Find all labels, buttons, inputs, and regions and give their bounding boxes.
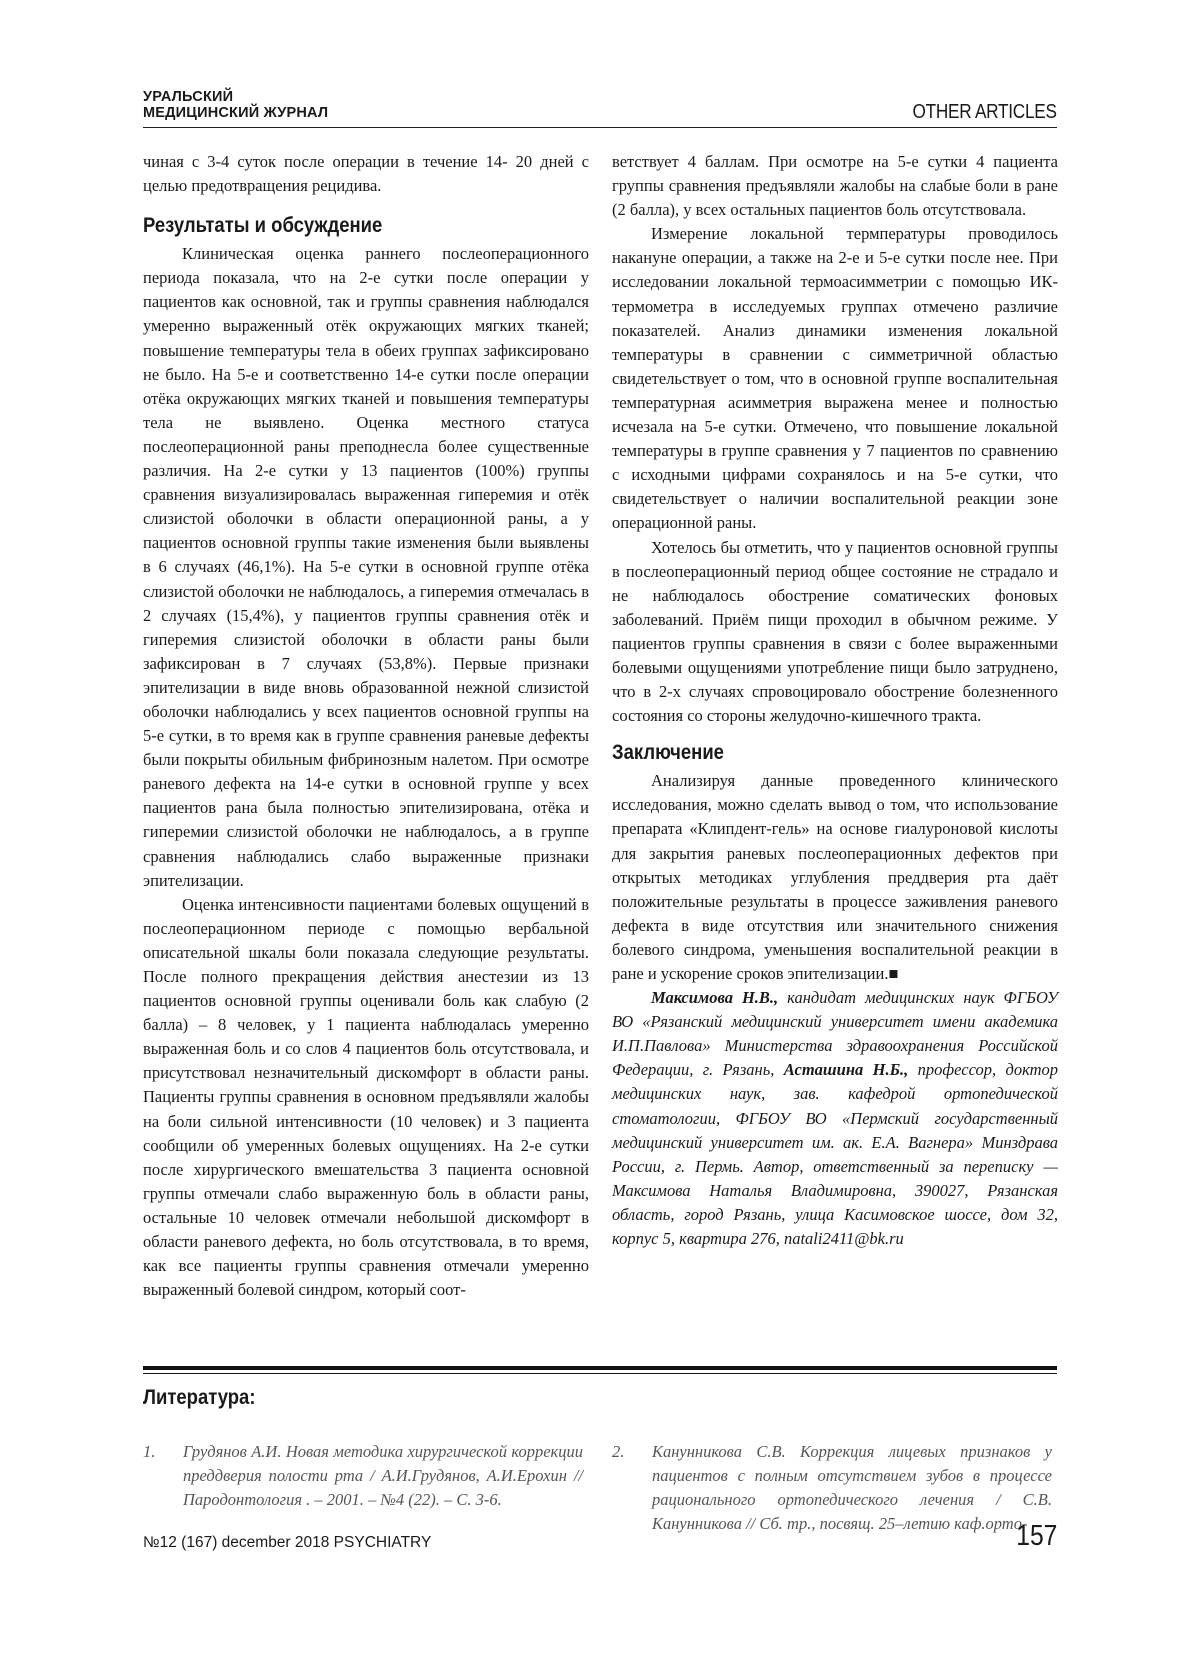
author-info [612, 986, 1058, 1251]
results-paragraph-1: Клиническая оценка раннего послеоперационного периода показала, что на 2-е сутки после операции у пациентов как основной, так и группы сравнения наблюдался умеренно выраженный отёк окружающих мягких тканей; повышение температуры тела в обеих группах зафиксировано не было. На 5-е и соответственно 14-е сутки после операции отёка окружающих мягких тканей и повышения температуры тела не выявлено. Оценка местного статуса послеоперационной раны преподнесла более существенные различия. На 2-е сутки у 13 пациентов (100%) группы сравнения визуализировалась выраженная гиперемия и отёк слизистой оболочки в области операционной раны, а у пациентов основной группы такие изменения были выявлены в 6 случаях (46,1%). На 5-е сутки в основной группе отёка слизистой оболочки не наблюдалось, а гиперемия отмечалась в 2 случаях (15,4%), у пациентов группы сравнения отёк и гиперемия слизистой оболочки в области раны были зафиксирован в 7 случаях (53,8%). Первые признаки эпителизации в виде вновь образованной нежной слизистой оболочки наблюдались у всех пациентов основной группы на 5-е сутки, в то время как в группе сравнения раневые дефекты были покрыты обильным фибринозным налетом. При осмотре раневого дефекта на 14-е сутки в основной группе у всех пациентов рана была полностью эпителизирована, отёка и гиперемии слизистой оболочки не наблюдалось, а в группе сравнения наблюдались слабо выраженные признаки эпителизации. [143, 244, 589, 890]
journal-name-line1: УРАЛЬСКИЙ [143, 89, 234, 105]
header-divider [143, 127, 1057, 128]
section-label: OTHER ARTICLES [912, 101, 1057, 123]
right-column [612, 150, 1058, 1251]
page-number: 157 [1015, 1520, 1057, 1552]
conclusion-text: Анализируя данные проведенного клинического исследования, можно сделать вывод о том, что использование препарата «Клипдент-гель» на основе гиалуроновой кислоты для закрытия раневых послеоперационных дефектов при открытых методиках углубления преддверия рта даёт положительные результаты в процессе заживления раневого дефекта в виде отсутствия или значительного снижения болевого синдрома, уменьшения воспалительной реакции в ране и ускорение сроков эпителизации. [612, 771, 1058, 983]
conclusion-paragraph [612, 769, 1058, 986]
author2-info: профессор, доктор медицинских наук, зав. кафедрой ортопедической стоматологии, ФГБОУ ВО «Пермский государственный медицинский университет им. ак. Е.А. Вагнера» Минздрава России, г. Пермь. Автор, ответственный за переписку — Максимова Наталья Владимировна, 390027, Рязанская область, город Рязань, улица Касимовское шоссе, дом 32, корпус 5, квартира 276, natali2411@bk.ru [612, 1060, 1059, 1249]
journal-name-line2: МЕДИЦИНСКИЙ ЖУРНАЛ [143, 105, 329, 121]
issue-info: №12 (167) december 2018 PSYCHIATRY [143, 1534, 432, 1551]
general-state-paragraph: Хотелось бы отметить, что у пациентов основной группы в послеоперационный период общее состояние не страдало и не наблюдалось обострение соматических фоновых заболеваний. Приём пищи проходил в обычном режиме. У пациентов группы сравнения в связи с более выраженными болевыми ощущениями употребление пищи было затруднено, что в 2-х случаях спровоцировало обострение болезненного состояния со стороны желудочно-кишечного тракта. [612, 537, 1058, 726]
author2-name: Асташина Н.Б., [783, 1060, 909, 1080]
journal-name [143, 89, 543, 121]
references-divider-thin [143, 1373, 1057, 1374]
references-divider-thick [143, 1366, 1057, 1370]
end-mark-icon: ■ [888, 964, 899, 983]
references-title: Литература: [143, 1386, 256, 1409]
reference-item [143, 1440, 583, 1512]
results-heading: Результаты и обсуждение [143, 214, 383, 238]
reference-item [612, 1440, 1052, 1536]
reference-text: Грудянов А.И. Новая методика хирургической коррекции преддверия полости рта / А.И.Грудянов, А.И.Ерохин // Пародонтология . – 2001. – №4 (22). – С. 3-6. [183, 1442, 583, 1509]
author1-name: Максимова Н.В., [651, 988, 779, 1008]
left-column [143, 150, 589, 1302]
reference-number: 1. [143, 1442, 156, 1461]
reference-number: 2. [612, 1442, 625, 1461]
author1-info: кандидат медицинских наук ФГБОУ ВО «Рязанский медицинский университет имени академика И.П.Павлова» Министерства здравоохранения Российской Федерации, г. Рязань, [612, 988, 1058, 1080]
intro-paragraph: чиная с 3-4 суток после операции в течение 14- 20 дней с целью предотвращения рецидива. [143, 152, 589, 196]
continued-paragraph: ветствует 4 баллам. При осмотре на 5-е сутки 4 пациента группы сравнения предъявляли жалобы на слабые боли в ране (2 балла), у всех остальных пациентов боль отсутствовала. [612, 152, 1058, 220]
temperature-paragraph: Измерение локальной термпературы проводилось накануне операции, а также на 2-е и 5-е сутки после нее. При исследовании локальной термоасимметрии с помощью ИК-термометра в исследуемых группах отмечено различие показателей. Анализ динамики изменения локальной температуры в сравнении с симметричной областью свидетельствует о том, что в основной группе воспалительная температурная асимметрия выражена менее и полностью исчезала на 5-е сутки. Отмечено, что повышение локальной температуры в группе сравнения у 7 пациентов по сравнению с исходными цифрами сохранялось и на 5-е сутки, что свидетельствует о наличии воспалительной реакции зоне операционной раны. [612, 224, 1058, 533]
conclusion-heading: Заключение [612, 741, 724, 765]
results-paragraph-2: Оценка интенсивности пациентами болевых ощущений в послеоперационном периоде с помощью вербальной описательной шкалы боли показала следующие результаты. После полного прекращения действия анестезии из 13 пациентов основной группы оценивали боль как слабую (2 балла) – 8 человек, у 1 пациента наблюдалась умеренно выраженная боль и со слов 4 пациентов боль отсутствовала, и присутствовал незначительный дискомфорт в области раны. Пациенты группы сравнения в основном предъявляли жалобы на боли сильной интенсивности (10 человек) и 3 пациента сообщили об умеренных болевых ощущениях. На 2-е сутки после хирургического вмешательства 3 пациента основной группы отмечали слабо выраженную боль в области раны, остальные 10 человек отмечали небольшой дискомфорт в области раневого дефекта, но боль отсутствовала, в то время, как все пациенты группы сравнения отмечали умеренно выраженный болевой синдром, который соот- [143, 894, 589, 1300]
reference-text: Канунникова С.В. Коррекция лицевых признаков у пациентов с полным отсутствием зубов в процессе рационального ортопедического лечения / С.В. Канунникова // Сб. тр., посвящ. 25–летию каф.орто- [652, 1442, 1052, 1533]
